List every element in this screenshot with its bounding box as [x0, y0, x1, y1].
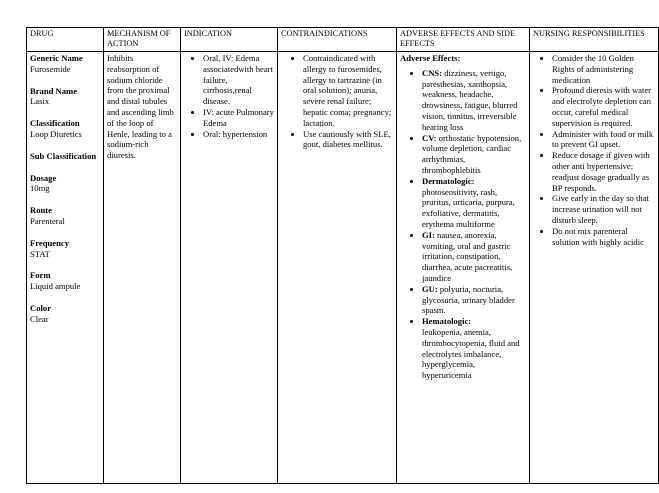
dosage-value: 10mg — [30, 183, 50, 194]
dosage-label: Dosage — [30, 172, 57, 183]
header-drug: DRUG — [27, 28, 104, 52]
adverse-effect-item — [422, 133, 526, 176]
adverse-effect-heading: GU: — [422, 283, 438, 294]
adverse-effect-item — [422, 230, 526, 284]
sub-classification-label: Sub Classification — [30, 150, 97, 161]
drug-cell — [27, 52, 104, 484]
drug-card-table — [26, 27, 659, 484]
indication-item: • Oral, IV: Edema associatedwith heart failure, cirrhosis,renal disease. — [203, 53, 274, 107]
adverse-effect-heading: CNS: — [422, 67, 443, 78]
adverse-effect-text: orthostatic hypotension, volume depletion, cardiac arrhythmias, thrombophlebitis — [422, 132, 522, 175]
content-row — [27, 52, 659, 484]
nursing-list — [533, 53, 655, 247]
indication-item: • Oral: hypertension — [203, 129, 274, 140]
mechanism-cell — [104, 52, 181, 484]
indication-list — [184, 53, 274, 139]
header-adverse-effects: ADVERSE EFFECTS AND SIDE EFFECTS — [397, 28, 530, 52]
indication-cell — [181, 52, 278, 484]
header-row — [27, 28, 659, 52]
adverse-effect-item — [422, 176, 526, 230]
generic-name-value: Furosemide — [30, 63, 71, 74]
nursing-item: • Reduce dosage if given with other anti hypertensive; readjust dosage gradually as BP responds. — [552, 150, 655, 193]
route-label: Route — [30, 205, 52, 216]
adverse-effects-title: Adverse Effects: — [400, 53, 461, 63]
contraindication-item: • Use cautiously with SLE, gout, diabetes mellitus. — [303, 129, 393, 151]
adverse-effects-cell — [397, 52, 530, 484]
adverse-effect-heading: Hematologic: — [422, 316, 472, 327]
contraindications-cell — [278, 52, 397, 484]
frequency-value: STAT — [30, 248, 50, 259]
mechanism-text: Inhibits reabsorption of sodium chloride from the proximal and distal tubules and ascending limb of the loop of Henle, leading to a sodium-rich diuresis. — [107, 53, 174, 161]
header-mechanism: MECHANISM OF ACTION — [104, 28, 181, 52]
adverse-effect-heading: GI: — [422, 229, 435, 240]
adverse-effect-text: polyuria, nocturia, glycosuria, urinary bladder spasm. — [422, 283, 515, 316]
nursing-item: • Do not mix parenteral solution with highly acidic — [552, 226, 655, 248]
brand-name-label: Brand Name — [30, 85, 78, 96]
adverse-effect-text: nausea, anorexia, vomiting, oral and gastric irritation, constipation, diarrhea, acute pacreatitis, jaundice — [422, 229, 513, 283]
adverse-effects-list — [400, 68, 526, 381]
color-value: Clear — [30, 313, 49, 324]
adverse-effect-heading: CV: — [422, 132, 437, 143]
classification-value: Loop Diuretics — [30, 128, 82, 139]
form-label: Form — [30, 270, 51, 281]
nursing-item: • Give early in the day so that increase urination will not disturb sleep. — [552, 193, 655, 225]
adverse-effect-text: leukopenia, anemia, thrombocytopenia, fluid and electrolytes imbalance, hyperglycemia, hyperuricemia — [422, 326, 520, 381]
contraindications-list — [281, 53, 393, 150]
contraindication-item: • Contraindicated with allergy to furosemides, allergy to tartrazine (in oral solution); anuria, severe renal failure; hepatic coma; pregnancy; lactation. — [303, 53, 393, 129]
brand-name-value: Lasix — [30, 96, 50, 107]
nursing-cell — [530, 52, 659, 484]
nursing-item: • Administer with food or milk to prevent GI upset. — [552, 129, 655, 151]
color-label: Color — [30, 302, 52, 313]
adverse-effect-text: dizziness, vertigo, paresthesias, xanthopsia, weakness, headache, drowsiness, fatigue, blurred vision, tinnitus, irreversible hearing loss — [422, 67, 518, 132]
header-indication: INDICATION — [181, 28, 278, 52]
nursing-item: • Consider the 10 Golden Rights of administering medication — [552, 53, 655, 85]
adverse-effect-text: photosensitivity, rash, pruritus, urticaria, purpura, exfoliative, dermatitis, erythema multiforme — [422, 186, 515, 229]
adverse-effect-item — [422, 316, 526, 381]
generic-name-label: Generic Name — [30, 53, 83, 63]
adverse-effect-heading: Dermatologic: — [422, 175, 475, 186]
nursing-item: • Profound dieresis with water and electrolyte depletion can occur, careful medical supervision is required. — [552, 85, 655, 128]
adverse-effect-item — [422, 68, 526, 133]
indication-item: • IV: acute Pulmonary Edema — [203, 107, 274, 129]
adverse-effect-item — [422, 284, 526, 316]
header-contraindications: CONTRAINDICATIONS — [278, 28, 397, 52]
form-value: Liquid ampule — [30, 281, 81, 292]
frequency-label: Frequency — [30, 237, 69, 248]
header-nursing: NURSING RESPONSIBILITIES — [530, 28, 659, 52]
classification-label: Classification — [30, 118, 80, 129]
route-value: Parenteral — [30, 215, 65, 226]
